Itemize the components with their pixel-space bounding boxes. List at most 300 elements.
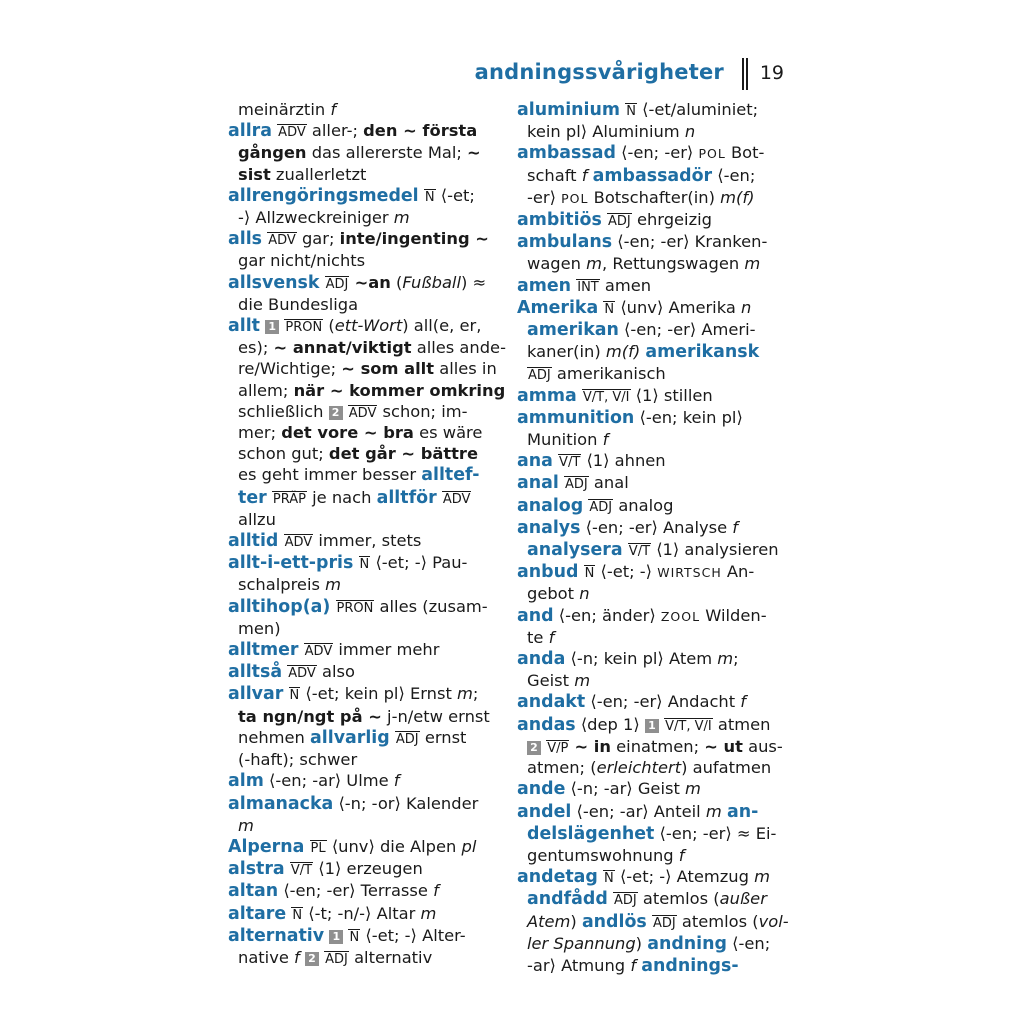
definition-text: atemlos ( [637,889,720,909]
headword: aluminium [517,100,621,120]
headword: alltmer [228,640,299,661]
entry-line [517,495,785,517]
italic-text: ler Spannung [527,933,636,953]
definition-text: -er⟩ [527,187,562,207]
entry-line [228,552,496,574]
entry-line [517,165,785,187]
grammar-label: V/T, V/I [665,718,712,734]
definition-text: ) [635,933,648,953]
entry-line [517,714,785,736]
entry-line [228,661,496,683]
italic-text: f [330,100,337,119]
grammar-label: V/T [290,863,313,879]
italic-text: f [433,881,439,901]
italic-text: m [393,208,410,228]
entry-line [228,464,496,486]
grammar-label: N [424,189,435,205]
definition-text: te [527,627,549,647]
definition-text: ⟨1⟩ stillen [630,385,713,405]
grammar-label: V/P [547,740,569,756]
grammar-label: PRON [285,320,323,336]
definition-text: -ar⟩ Atmung [527,955,631,975]
bold-phrase: sist [238,164,271,184]
entry-line [228,727,496,749]
definition-text: native [238,947,295,967]
entry-line [517,648,785,670]
definition-text: immer, stets [313,531,422,551]
headword: analys [517,517,581,538]
definition-text [319,273,324,292]
headword: ambassad [517,143,616,164]
definition-text: ⟨1⟩ analysieren [651,540,779,560]
italic-text: n [684,122,696,142]
headword: andlös [581,911,647,932]
italic-text: n [579,584,590,604]
entry-line [228,315,496,337]
italic-text: außer [719,889,767,909]
italic-text: f [294,947,300,967]
definition-text: ⟨-et; [435,185,475,205]
definition-text: meinärztin [238,100,331,119]
definition-text: atmen; ( [527,758,597,778]
italic-text: f [732,517,739,537]
entry-line [517,757,785,778]
definition-text: nehmen [238,727,311,747]
italic-text: n [741,297,752,317]
entry-line [228,793,496,815]
headword: amerikansk [645,342,760,363]
headword: amma [517,385,577,406]
italic-text: f [740,692,747,712]
grammar-label: ADV [304,644,333,660]
right-column [517,99,789,977]
headword: allvarlig [310,727,390,748]
grammar-label: ADJ [589,499,613,515]
headword: allsvensk [228,272,320,293]
headword: amen [517,275,572,296]
sense-number: 1 [329,930,343,944]
entry-line [228,443,496,464]
definition-text: re/Wichtige; [238,359,342,379]
bold-phrase: ~ ut [704,736,743,756]
running-head: andningssvårigheter [474,60,724,84]
entry-line [517,319,785,341]
entry-line [228,401,496,422]
entry-line [517,823,785,845]
headword: ambulans [517,232,613,253]
definition-text: ⟨unv⟩ Amerika [615,297,741,317]
definition-text: amen [599,275,652,295]
entry-line [517,670,785,691]
definition-text: gentumswohnung [527,845,679,865]
entry-line [517,933,785,955]
italic-text: pl [461,836,477,856]
italic-text: m(f) [605,342,641,362]
definition-text: ) aufatmen [681,758,772,778]
headword: ammunition [517,407,635,428]
field-label: POL [561,190,589,206]
headword: anbud [517,562,579,583]
definition-text: ⟨-en; -er⟩ Analyse [580,517,733,537]
grammar-label: ADV [442,491,471,507]
definition-text: Geist [527,671,575,691]
grammar-label: ADJ [325,951,348,967]
entry-line [517,911,789,933]
header-double-rule [742,58,748,90]
entry-line [228,749,496,770]
italic-text: f [630,955,637,975]
grammar-label: PRÄP [272,491,306,507]
grammar-label: N [626,104,636,119]
headword: altare [228,903,287,924]
entry-line [517,209,785,231]
definition-text: ⟨-t; -n/-⟩ Altar [303,903,421,923]
italic-text: m(f) [720,187,755,207]
definition-text: allzu [238,509,276,529]
headword: ambassadör [592,165,713,186]
definition-text: alternativ [348,947,433,967]
definition-text: ⟨-en; -er⟩ Terrasse [278,881,434,901]
italic-text: f [602,430,609,450]
entry-line [517,187,785,209]
italic-text: m [574,671,591,691]
headword: ana [517,451,553,472]
headword: andetag [517,867,598,888]
definition-text: alles ande- [411,338,506,358]
bold-phrase: ~ [467,143,481,163]
definition-text: atmen [712,714,771,734]
definition-text [304,837,309,856]
definition-text: ⟨-en; [726,933,771,953]
definition-text: ⟨-en; -er⟩ Ameri- [618,320,756,340]
headword: almanacka [228,793,334,814]
definition-text: ⟨-en; -er⟩ [615,143,699,163]
bold-phrase: inte/ingenting ~ [339,229,489,249]
definition-text: ⟨-en; -er⟩ Andacht [585,692,741,712]
entry-line [228,487,496,509]
headword: alm [228,771,264,792]
definition-text: ⟨-et/aluminiet; [636,100,759,119]
headword: alls [228,229,263,250]
grammar-label: N [292,907,303,923]
entry-line [228,706,496,727]
definition-text: ⟨-en; -ar⟩ Ulme [263,771,394,791]
headword: alstra [228,859,285,880]
definition-text: Wilden- [700,605,767,625]
definition-text: Bot- [725,143,765,163]
definition-text [578,562,583,581]
entry-line [517,341,785,363]
definition-text: es); [238,338,274,358]
entry-line [517,297,785,319]
entry-line [517,845,785,866]
headword: andas [517,714,576,735]
grammar-label: ADJ [613,893,637,909]
bold-phrase: ~ in [574,736,611,756]
definition-text: ; [733,649,739,669]
italic-text: m [717,649,734,669]
grammar-label: ADJ [325,276,349,292]
definition-text: ⟨-en; änder⟩ [553,605,661,625]
definition-text: ) all(e, er, [402,316,482,336]
headword: delslägenhet [527,823,655,844]
grammar-label: ADV [284,535,313,551]
grammar-label: ADV [288,666,316,682]
definition-text: schaft [527,165,582,185]
definition-text: ⟨-n; -or⟩ Kalender [333,793,479,813]
entry-line [228,337,506,358]
bold-phrase: ~ som allt [341,359,435,379]
italic-text: m [325,575,341,595]
definition-text: kein pl⟩ Aluminium [527,122,685,142]
grammar-label: ADV [348,405,377,421]
headword: altan [228,881,279,902]
headword: ande [517,779,566,800]
definition-text: , Rettungswagen [602,254,745,274]
entry-line [517,955,785,977]
grammar-label: N [604,301,615,317]
definition-text: Botschafter(in) [588,187,721,207]
definition-text: (-haft); schwer [238,750,358,770]
entry-line [517,888,785,910]
entry-line [517,231,785,253]
bold-phrase: ta ngn/ngt på ~ [238,706,382,726]
definition-text: men) [238,618,281,638]
headword: allt-i-ett-pris [228,553,354,574]
entry-line [228,142,496,163]
entry-line [517,363,785,384]
bold-phrase: när ~ kommer omkring [293,380,506,400]
italic-text: f [581,165,588,185]
italic-text: m [238,815,254,835]
definition-text: alles (zusam- [374,596,488,616]
definition-text: schließlich [238,401,329,421]
headword: andnings- [641,955,739,976]
entry-line [228,99,496,120]
grammar-label: ADJ [565,477,588,493]
italic-text: m [685,779,701,799]
headword: analysera [527,540,623,561]
field-label: POL [698,146,726,162]
entry-line [228,618,496,639]
entry-line [228,836,496,858]
definition-text: einatmen; [610,736,705,756]
entry-line [517,121,785,142]
entry-line [228,120,496,142]
definition-text: ⟨-et; -⟩ Alter- [360,925,466,945]
entry-line [228,925,496,947]
definition-text: anal [588,473,629,493]
bold-phrase: det går ~ bättre [328,444,478,464]
definition-text [353,553,358,572]
entry-line [228,250,496,271]
entry-line [228,380,506,401]
sense-number: 2 [305,952,319,966]
entry-line [228,815,496,836]
grammar-label: ADJ [395,731,419,747]
entry-line [228,358,496,379]
entry-line [228,574,496,595]
italic-text: f [393,771,400,791]
entry-line [228,639,496,661]
definition-text: atemlos ( [676,911,759,931]
definition-text: ⟨1⟩ erzeugen [313,859,423,879]
definition-text: die Bundesliga [238,294,359,314]
grammar-label: ADV [278,125,306,141]
headword: andakt [517,692,586,713]
headword: allvar [228,684,284,705]
definition-text [278,531,283,550]
page-number: 19 [759,62,784,84]
italic-text: m [705,801,722,821]
definition-text: aller-; [306,121,364,141]
entry-line [517,99,785,121]
entry-line [517,450,785,472]
grammar-label: V/T [559,455,581,471]
italic-text: f [548,627,555,647]
grammar-label: ADV [268,233,296,249]
entry-line [228,530,496,552]
entry-line [517,691,785,713]
entry-line [517,605,785,627]
grammar-label: PRON [336,600,374,616]
entry-line [228,903,496,925]
entry-line [517,583,785,604]
entry-line [228,294,496,315]
definition-text: Munition [527,430,603,450]
grammar-label: ADJ [608,214,631,230]
entry-line [228,880,496,902]
italic-text: vol- [758,911,789,931]
entry-line [517,627,785,648]
definition-text: aus- [742,736,783,756]
definition-text: ⟨-en; -er⟩ ≈ Ei- [654,823,777,843]
bold-phrase: ~ annat/viktigt [273,338,412,358]
definition-text: also [316,662,355,682]
definition-text: ⟨-en; -er⟩ Kranken- [612,232,768,252]
entry-line [517,539,785,561]
italic-text: Atem [527,911,571,931]
entry-line [228,228,496,250]
definition-text: das allererste Mal; [306,143,468,163]
entry-line [228,185,496,207]
definition-text: allem; [238,380,294,400]
definition-text: ( [390,272,403,292]
headword: anda [517,649,566,670]
entry-line [228,272,496,294]
grammar-label: ADJ [528,368,551,384]
italic-text: m [586,254,603,274]
definition-text: ⟨dep 1⟩ [575,714,645,734]
grammar-label: V/T, V/I [582,389,630,405]
grammar-label: N [584,566,595,582]
definition-text: ⟨1⟩ ahnen [581,451,666,471]
definition-text: schon; im- [377,401,468,421]
entry-line [228,207,496,228]
definition-text: ( [323,316,335,336]
grammar-label: V/T [628,544,651,560]
definition-text: gar nicht/nichts [238,251,366,271]
definition-text: ernst [419,727,467,747]
definition-text: es geht immer besser [238,465,422,485]
definition-text: je nach [306,487,377,507]
bold-phrase: den ~ första [363,121,478,141]
definition-text: ⟨-et; -⟩ Pau- [370,553,468,573]
definition-text: ⟨-et; kein pl⟩ Ernst [300,684,458,704]
entry-line [517,778,785,800]
italic-text: Fußball [402,272,461,292]
definition-text [343,402,348,421]
page-header [474,58,790,92]
definition-text: ehrgeizig [631,210,712,230]
entry-line [517,561,785,583]
headword: anal [517,473,559,494]
definition-text [298,640,303,659]
definition-text: ⟨-n; -ar⟩ Geist [565,779,686,799]
headword: analog [517,495,584,516]
definition-text: kaner(in) [527,342,606,362]
entry-line [228,947,496,968]
italic-text: f [678,845,685,865]
bold-phrase: det vore ~ bra [281,423,414,443]
grammar-label: ADJ [652,915,676,931]
grammar-label: N [289,688,300,704]
definition-text: ⟨-en; -ar⟩ Anteil [571,801,706,821]
grammar-label: N [359,557,370,573]
definition-text: ) [570,911,582,931]
left-column [228,99,506,968]
grammar-label: N [604,871,614,887]
entry-line [517,801,785,823]
entry-line [517,866,785,888]
definition-text: ⟨-et; -⟩ Atemzug [614,867,755,887]
headword: alltför [376,487,437,508]
definition-text: ⟨-en; [712,165,756,185]
headword: alltid [228,531,279,552]
headword: Alperna [228,836,305,857]
italic-text: m [744,254,761,274]
headword: allrengöringsmedel [228,185,419,206]
definition-text: schalpreis [238,575,326,595]
sense-number: 1 [265,320,279,334]
field-label: WIRTSCH [657,565,722,581]
sense-number: 2 [329,406,343,420]
headword: amerikan [527,320,619,341]
headword: Amerika [517,297,599,318]
grammar-label: INT [577,279,599,295]
definition-text: analog [613,495,674,515]
headword: allra [228,121,272,142]
italic-text: erleichtert [596,758,682,778]
entry-line [517,275,785,297]
entry-line [517,429,785,450]
headword: ter [238,487,267,508]
italic-text: m [754,867,771,887]
headword: alternativ [228,925,325,946]
grammar-label: N [349,929,360,945]
entry-line [228,509,496,530]
entry-line [228,858,496,880]
definition-text: j-n/etw ernst [381,706,490,726]
grammar-label: PL [310,840,326,856]
entry-line [517,142,785,164]
entry-line [228,422,496,443]
sense-number: 2 [527,741,541,755]
definition-text: amerikanisch [551,364,666,384]
definition-text: alles in [434,359,497,379]
field-label: ZOOL [660,608,701,624]
definition-text: schon gut; [238,444,329,464]
